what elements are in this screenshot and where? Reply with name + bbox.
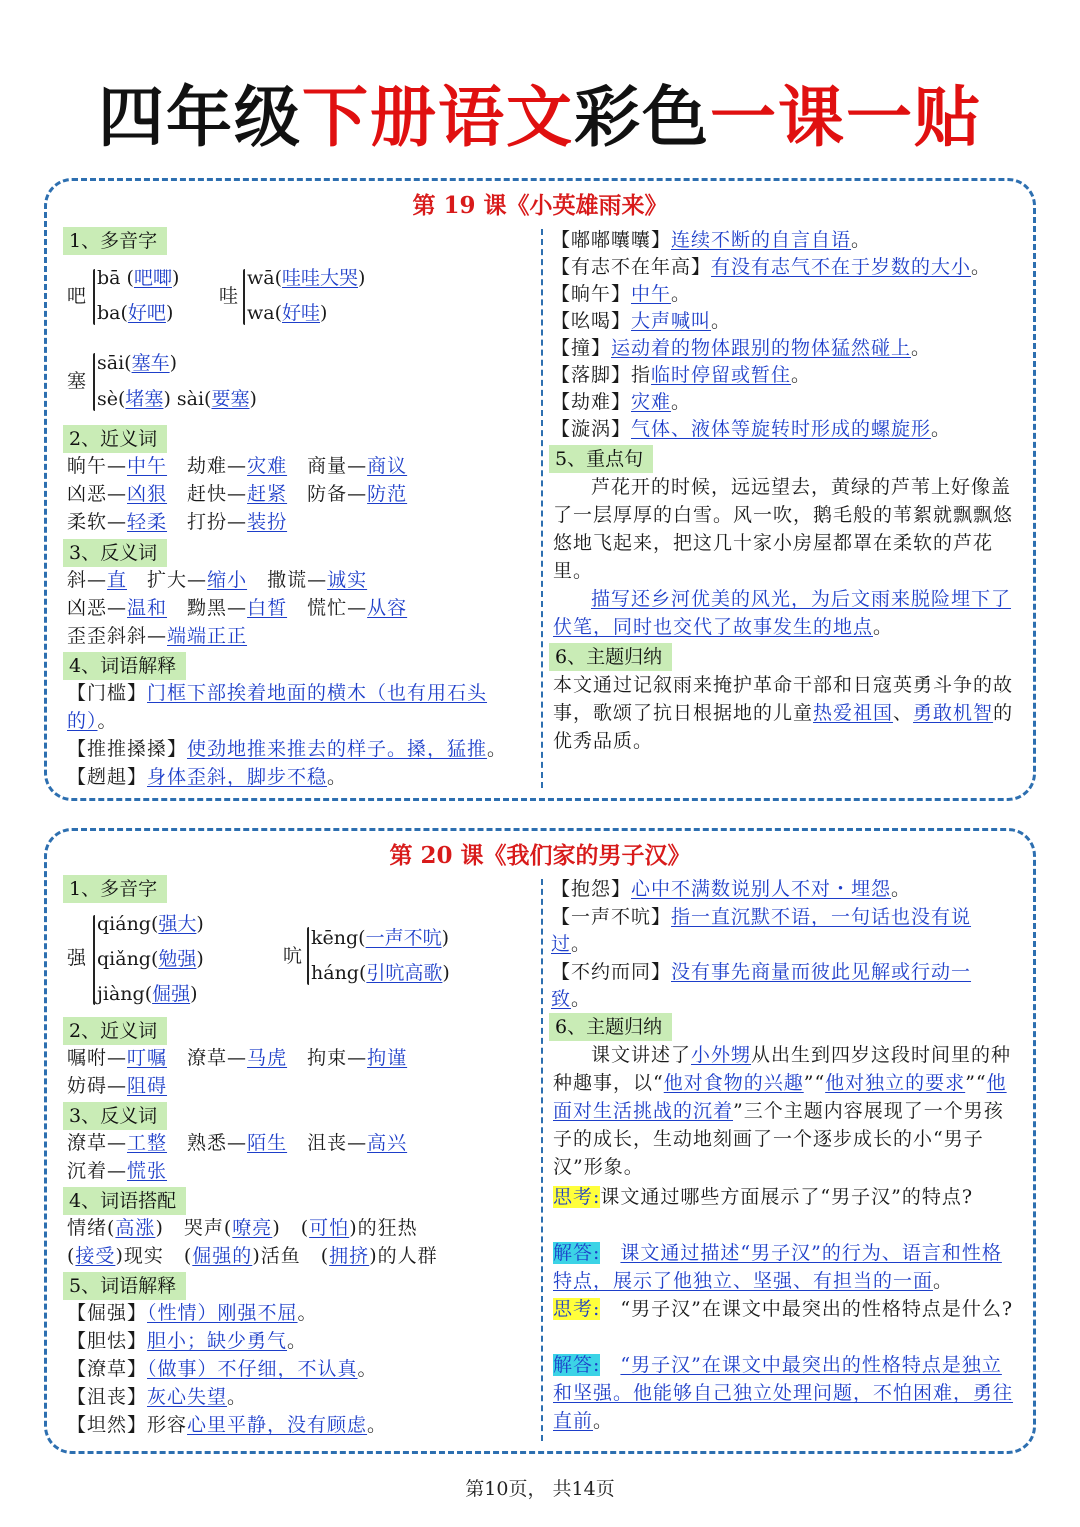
page-title [0, 78, 1080, 158]
answer-1: 解答: 课文通过描述“男子汉”的行为、语言和性格特点，展示了他独立、坚强、有担当的一面。 [553, 1242, 1002, 1292]
brace [93, 269, 95, 325]
explanation-item: 【一声不吭】指一直沉默不语，一句话也没有说 [551, 906, 972, 928]
pinyin-line: wā(哇哇大哭) [247, 267, 366, 289]
explanation-item: 过。 [551, 933, 592, 955]
lesson-title: 第 20 课《我们家的男子汉》 [389, 842, 691, 869]
explanation-item: 【落脚】指临时停留或暂住。 [551, 364, 812, 386]
section-heading: 3、反义词 [63, 1102, 167, 1130]
polyphone-char: 哇 [219, 285, 239, 307]
column-divider [541, 229, 543, 788]
explanation-item: 【劫难】灾难。 [551, 391, 692, 413]
question-1: 思考:课文通过哪些方面展示了“男子汉”的特点? [553, 1186, 974, 1208]
pinyin-line: sāi(塞车) [97, 352, 178, 374]
word-pair-row: 沉着—慌张 [67, 1160, 168, 1182]
title-part-4: 一课一贴 [710, 79, 982, 156]
word-pair-row: 凶恶—凶狠 赶快—赶紧 防备—防范 [67, 483, 408, 505]
lesson-19-card [44, 178, 1036, 801]
explanation-item: 【沮丧】灰心失望。 [67, 1386, 248, 1408]
explanation-item: 【不约而同】没有事先商量而彼此见解或行动一 [551, 961, 972, 983]
section-heading: 3、反义词 [63, 539, 167, 567]
explanation-item: 【门槛】门框下部挨着地面的横木（也有用石头 [67, 682, 488, 704]
word-pair-row: 妨碍—阻碍 [67, 1075, 168, 1097]
pinyin-line: sè(堵塞) sài(要塞) [97, 388, 257, 410]
theme-summary: 本文通过记叙雨来掩护革命干部和日寇英勇斗争的故事，歌颂了抗日根据地的儿童热爱祖国、勇敢机智的优秀品质。 [553, 674, 1014, 752]
title-part-2: 下册语文 [302, 79, 574, 156]
brace [307, 927, 309, 985]
explanation-item: 【有志不在年高】有没有志气不在于岁数的大小。 [551, 256, 992, 278]
word-pair-row: 嘱咐—叮嘱 潦草—马虎 拘束—拘谨 [67, 1047, 408, 1069]
key-sentence: 芦花开的时候，远远望去，黄绿的芦苇上好像盖了一层厚厚的白雪。风一吹，鹅毛般的苇絮就飘飘悠悠地飞起来，把这几十家小房屋都罩在柔软的芦花里。 [553, 476, 1014, 582]
title-part-1: 四年级 [98, 79, 302, 156]
page-number: 第10页， 共14页 [465, 1478, 615, 1500]
brace [243, 269, 245, 325]
word-pair-row: 歪歪斜斜—端端正正 [67, 625, 248, 647]
section-heading: 6、主题归纳 [549, 1013, 672, 1041]
section-heading: 5、重点句 [549, 445, 653, 473]
pinyin-line: qiǎng(勉强) [97, 948, 204, 970]
polyphone-char: 吧 [67, 285, 87, 307]
section-heading: 4、词语搭配 [63, 1187, 186, 1215]
explanation-item: 【趔趄】身体歪斜，脚步不稳。 [67, 766, 348, 788]
answer-2: 解答: “男子汉”在课文中最突出的性格特点是独立和坚强。他能够自己独立处理问题，不怕困难，勇往直前。 [553, 1354, 1014, 1432]
pinyin-line: qiáng(强大) [97, 913, 204, 935]
lesson-20-card [44, 828, 1036, 1454]
word-pair-row: 斜—直 扩大—缩小 撒谎—诚实 [67, 569, 368, 591]
word-pair-row: 凶恶—温和 黝黑—白皙 慌忙—从容 [67, 597, 408, 619]
polyphone-char: 吭 [283, 945, 303, 967]
question-tag: 思考: [553, 1186, 601, 1208]
explanation-item: 【推推搡搡】使劲地推来推去的样子。搡，猛推。 [67, 738, 508, 760]
pinyin-line: háng(引吭高歌) [311, 962, 450, 984]
section-heading: 4、词语解释 [63, 652, 186, 680]
brace [93, 353, 95, 411]
section-heading: 6、主题归纳 [549, 643, 672, 671]
section-heading: 2、近义词 [63, 425, 167, 453]
explanation-item: 【倔强】（性情）刚强不屈。 [67, 1302, 318, 1324]
collocation-row: 情绪(高涨) 哭声(嘹亮) (可怕)的狂热 [67, 1217, 418, 1239]
explanation-item: 【吆喝】大声喊叫。 [551, 310, 732, 332]
explanation-item: 【坦然】形容心里平静，没有顾虑。 [67, 1414, 388, 1436]
explanation-item: 【嘟嘟囔囔】连续不断的自言自语。 [551, 229, 872, 251]
answer-tag: 解答: [553, 1242, 601, 1264]
pinyin-line: jiàng(倔强) [97, 983, 198, 1005]
theme-summary: 课文讲述了小外甥从出生到四岁这段时间里的种种趣事，以“他对食物的兴趣”“他对独立的要求”“他面对生活挑战的沉着”三个主题内容展现了一个男孩子的成长，生动地刻画了一个逐步成长的小“男子汉”形象。 [553, 1044, 1012, 1178]
explanation-item: 致。 [551, 988, 592, 1010]
explanation-item: 的）。 [67, 710, 118, 732]
word-pair-row: 晌午—中午 劫难—灾难 商量—商议 [67, 455, 408, 477]
question-tag: 思考: [553, 1298, 601, 1320]
pinyin-line: ba(好吧) [97, 302, 174, 324]
pinyin-line: kēng(一声不吭) [311, 927, 450, 949]
collocation-row: (接受)现实 (倔强的)活鱼 (拥挤)的人群 [67, 1245, 438, 1267]
question-2: 思考: “男子汉”在课文中最突出的性格特点是什么? [553, 1298, 1014, 1320]
section-heading: 2、近义词 [63, 1017, 167, 1045]
section-heading: 1、多音字 [63, 227, 167, 255]
answer-tag: 解答: [553, 1354, 601, 1376]
column-divider [541, 879, 543, 1441]
title-part-3: 彩色 [574, 79, 710, 156]
pinyin-line: wa(好哇) [247, 302, 328, 324]
explanation-item: 【漩涡】气体、液体等旋转时形成的螺旋形。 [551, 418, 952, 440]
word-pair-row: 潦草—工整 熟悉—陌生 沮丧—高兴 [67, 1132, 408, 1154]
pinyin-line: bā (吧唧) [97, 267, 180, 289]
word-pair-row: 柔软—轻柔 打扮—装扮 [67, 511, 288, 533]
key-sentence-analysis: 描写还乡河优美的风光，为后文雨来脱险埋下了伏笔，同时也交代了故事发生的地点。 [553, 588, 1012, 638]
lesson-title: 第 19 课《小英雄雨来》 [412, 192, 668, 219]
section-heading: 1、多音字 [63, 875, 167, 903]
polyphone-char: 强 [67, 947, 87, 969]
explanation-item: 【撞】运动着的物体跟别的物体猛然碰上。 [551, 337, 932, 359]
explanation-item: 【胆怯】胆小；缺少勇气。 [67, 1330, 308, 1352]
explanation-item: 【潦草】（做事）不仔细，不认真。 [67, 1358, 378, 1380]
explanation-item: 【抱怨】心中不满数说别人不对・埋怨。 [551, 878, 912, 900]
section-heading: 5、词语解释 [63, 1272, 186, 1300]
polyphone-char: 塞 [67, 370, 87, 392]
explanation-item: 【晌午】中午。 [551, 283, 692, 305]
brace [93, 915, 95, 1005]
